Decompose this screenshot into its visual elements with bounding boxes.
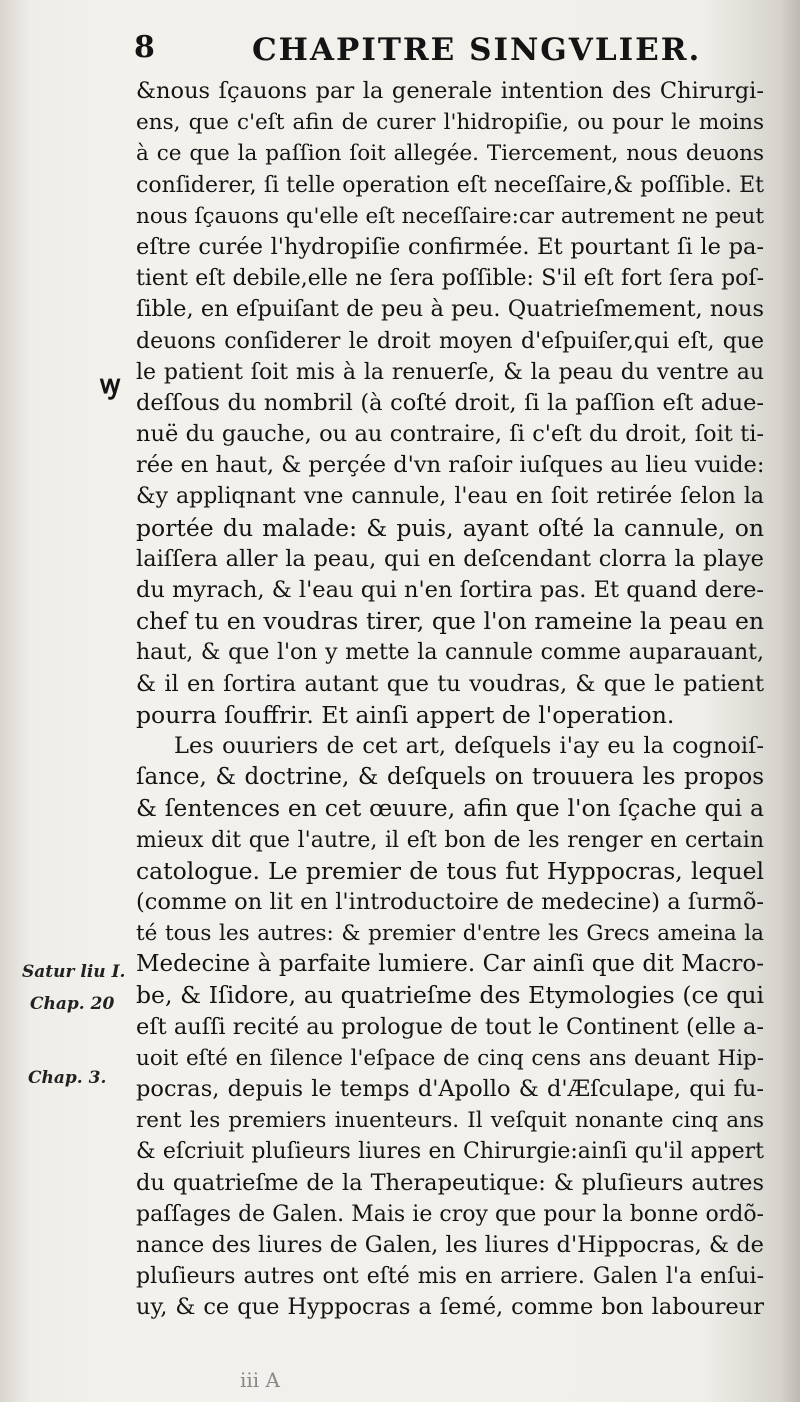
text-line: portée du malade: & puis, ayant oſté la cannule, on	[136, 513, 764, 542]
text-line: té tous les autres: & premier d'entre les Grecs ameina la	[136, 921, 764, 947]
text-line: tient eſt debile,elle ne ſera poſſible: S'il eſt fort ſera poſ-	[136, 266, 764, 292]
text-line: ſible, en eſpuiſant de peu à peu. Quatrieſmement, nous	[136, 296, 764, 323]
text-line: laiſſera aller la peau, qui en deſcendant clorra la playe	[136, 545, 764, 572]
text-line: pocras, depuis le temps d'Apollo & d'Æſculape, qui fu-	[136, 1076, 764, 1102]
text-line: eſtre curée l'hydropiſie confirmée. Et pourtant ſi le pa-	[136, 233, 764, 260]
text-line: catologue. Le premier de tous fut Hyppocras, lequel	[136, 856, 764, 885]
text-line: & ſentences en cet œuure, afin que l'on ſçache qui a	[136, 794, 764, 823]
text-line: le patient ſoit mis à la renuerſe, & la peau du ventre au	[136, 359, 764, 385]
text-line: deuons conſiderer le droit moyen d'eſpuiſer,qui eſt, que	[136, 328, 764, 354]
text-block	[136, 76, 764, 1324]
text-line: ens, que c'eſt afin de curer l'hidropiſie, ou pour le moins	[136, 110, 764, 136]
running-title: CHAPITRE SINGVLIER.	[252, 32, 702, 68]
text-line: Les ouuriers de cet art, deſquels i'ay eu la cognoiſ-	[174, 732, 764, 759]
text-line: uy, & ce que Hyppocras a ſemé, comme bon laboureur	[136, 1294, 764, 1321]
margin-note-chap-3: Chap. 3.	[28, 1068, 107, 1088]
text-line: &y appliqnant vne cannule, l'eau en ſoit retirée ſelon la	[136, 484, 764, 510]
text-line: mieux dit que l'autre, il eſt bon de les renger en certain	[136, 827, 764, 853]
text-line: &nous ſçauons par la generale intention des Chirurgi-	[136, 78, 764, 104]
text-line: nuë du gauche, ou au contraire, ſi c'eſt du droit, ſoit ti-	[136, 421, 764, 448]
text-line: eſt auſſi recité au prologue de tout le Continent (elle a-	[136, 1013, 764, 1040]
page-number: 8	[134, 30, 155, 65]
text-line: ſance, & doctrine, & deſquels on trouuera les propos	[136, 764, 764, 791]
text-line: du quatrieſme de la Therapeutique: & pluſieurs autres	[136, 1169, 764, 1196]
text-line: & il en ſortira autant que tu voudras, & que le patient	[136, 670, 764, 697]
text-line: haut, & que l'on y mette la cannule comme auparauant,	[136, 640, 764, 666]
bleed-through-text: iii A	[240, 1368, 280, 1392]
text-line: nous ſçauons qu'elle eſt neceſſaire:car autrement ne peut	[136, 203, 764, 229]
text-line: rée en haut, & perçée d'vn raſoir iuſques au lieu vuide:	[136, 452, 764, 479]
text-line: du myrach, & l'eau qui n'en ſortira pas. Et quand dere-	[136, 577, 764, 603]
text-line: à ce que la paſſion ſoit allegée. Tiercement, nous deuons	[136, 141, 764, 167]
marginal-ornament: ꝡ	[100, 370, 121, 400]
text-line: uoit eſté en ſilence l'eſpace de cinq cens ans deuant Hip-	[136, 1045, 764, 1071]
text-line: be, & Iſidore, au quatrieſme des Etymologies (ce qui	[136, 981, 764, 1010]
text-line: conſiderer, ſi telle operation eſt neceſſaire,& poſſible. Et	[136, 172, 764, 198]
text-line: & eſcriuit pluſieurs liures en Chirurgie:ainſi qu'il appert	[136, 1139, 764, 1165]
margin-note-satur: Satur liu I.	[22, 962, 126, 982]
text-line: paſſages de Galen. Mais ie croy que pour la bonne ordõ-	[136, 1201, 764, 1227]
text-line: Medecine à parfaite lumiere. Car ainſi que dit Macro-	[136, 951, 764, 978]
page-header	[0, 28, 800, 68]
text-line: (comme on lit en l'introductoire de medecine) a ſurmõ-	[136, 888, 764, 915]
text-line: nance des liures de Galen, les liures d'Hippocras, & de	[136, 1231, 764, 1258]
text-line: rent les premiers inuenteurs. Il veſquit nonante cinq ans	[136, 1108, 764, 1134]
text-line: pourra ſouffrir. Et ainſi appert de l'operation.	[136, 700, 675, 729]
margin-note-chap-20: Chap. 20	[30, 994, 115, 1014]
text-line: deſſous du nombril (à coſté droit, ſi la paſſion eſt adue-	[136, 389, 764, 416]
text-line: pluſieurs autres ont eſté mis en arriere. Galen l'a enſui-	[136, 1264, 764, 1290]
text-line: chef tu en voudras tirer, que l'on rameine la peau en	[136, 607, 764, 636]
